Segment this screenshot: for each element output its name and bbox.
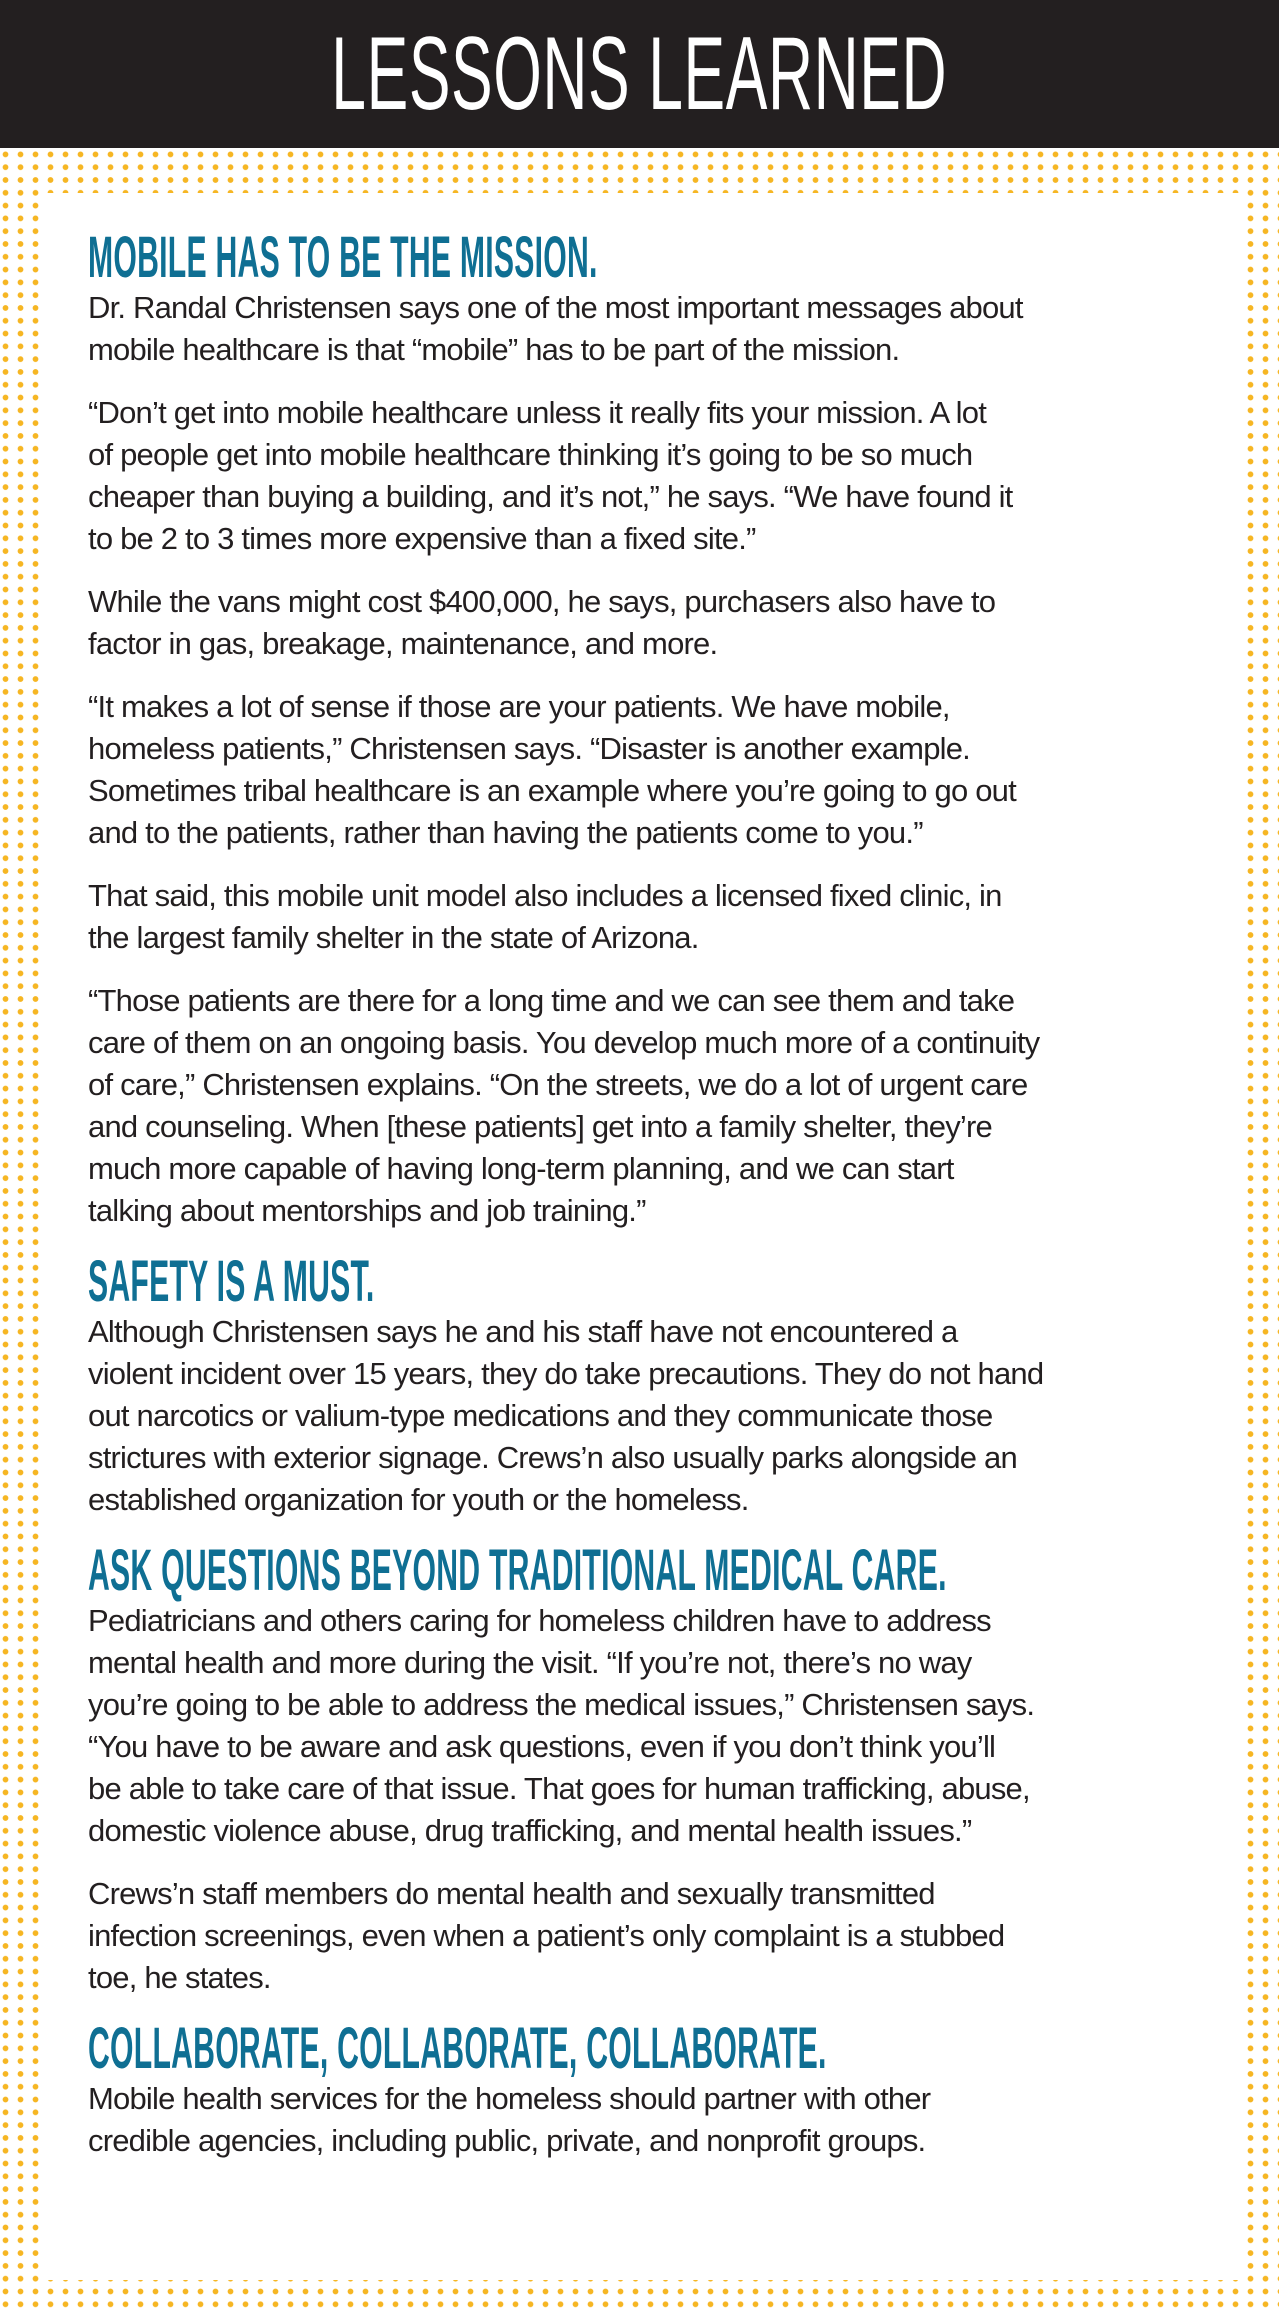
paragraph: “Those patients are there for a long time and we can see them and take care of them on an ongoing basis. You develop much more of a continuity of care,” Christensen explains. “On the streets, we do a lot of urgent care and counseling. When [these patients] get into a family shelter, they’re much more capable of having long-term planning, and we can start talking about mentorships and job training.” [88, 983, 1040, 1228]
section-mobile-mission [88, 225, 1239, 1232]
header-banner [0, 0, 1279, 148]
paragraph: Pediatricians and others caring for homeless children have to address mental health and more during the visit. “If you’re not, there’s no way you’re going to be able to address the medical issues,” Christensen says. “You have to be aware and ask questions, even if you don’t think you’ll be able to take care of that issue. That goes for human trafficking, abuse, domestic violence abuse, drug trafficking, and mental health issues.” [88, 1603, 1035, 1848]
section-heading-text: COLLABORATE, COLLABORATE, COLLABORATE. [88, 2016, 827, 2081]
section-heading [88, 225, 1239, 290]
paragraph: Crews’n staff members do mental health and sexually transmitted infection screenings, even when a patient’s only complaint is a stubbed toe, he states. [88, 1876, 1005, 1995]
paragraph: That said, this mobile unit model also includes a licensed fixed clinic, in the largest family shelter in the state of Arizona. [88, 878, 1002, 955]
paragraph: Mobile health services for the homeless should partner with other credible agencies, including public, private, and nonprofit groups. [88, 2081, 931, 2158]
page-title: LESSONS LEARNED [331, 16, 948, 132]
section-safety [88, 1249, 1239, 1521]
paragraph: Dr. Randal Christensen says one of the most important messages about mobile healthcare is that “mobile” has to be part of the mission. [88, 290, 1023, 367]
paragraph: Although Christensen says he and his staff have not encountered a violent incident over 15 years, they do take precautions. They do not hand out narcotics or valium-type medications and they communicate those strictures with exterior signage. Crews’n also usually parks alongside an established organization for youth or the homeless. [88, 1314, 1044, 1517]
paragraph: While the vans might cost $400,000, he says, purchasers also have to factor in gas, breakage, maintenance, and more. [88, 584, 996, 661]
section-heading-text: MOBILE HAS TO BE THE MISSION. [88, 225, 598, 290]
paragraph: “It makes a lot of sense if those are your patients. We have mobile, homeless patients,” Christensen says. “Disaster is another example. Sometimes tribal healthcare is an example where you’re going to go out and to the patients, rather than having the patients come to you.” [88, 689, 1016, 850]
content-panel [40, 193, 1239, 2280]
paragraph: “Don’t get into mobile healthcare unless it really fits your mission. A lot of people get into mobile healthcare thinking it’s going to be so much cheaper than buying a building, and it’s not,” he says. “We have found it to be 2 to 3 times more expensive than a fixed site.” [88, 395, 1013, 556]
section-heading [88, 1538, 1239, 1603]
section-heading-text: SAFETY IS A MUST. [88, 1249, 375, 1314]
section-heading [88, 2016, 1239, 2081]
section-collaborate [88, 2016, 1239, 2162]
section-heading-text: ASK QUESTIONS BEYOND TRADITIONAL MEDICAL CARE. [88, 1538, 947, 1603]
section-heading [88, 1249, 1239, 1314]
dotted-border-frame [0, 148, 1279, 2313]
section-ask-questions [88, 1538, 1239, 1999]
